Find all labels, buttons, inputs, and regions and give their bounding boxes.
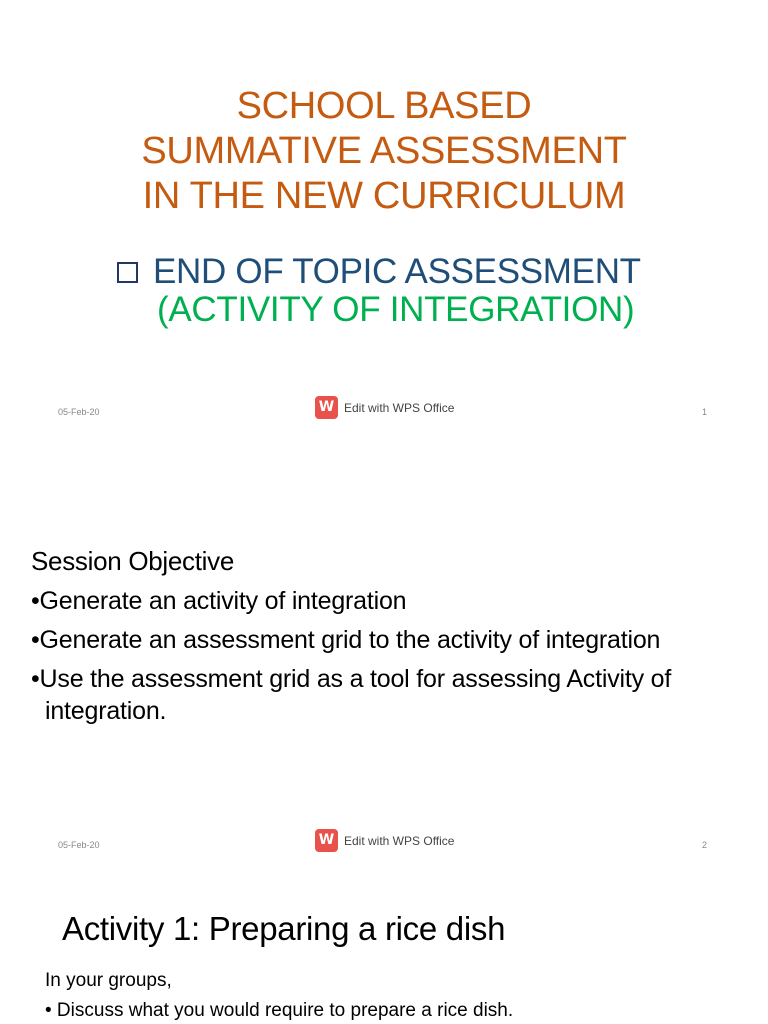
wps-edit-link[interactable] [315,396,454,419]
subtitle-end-of-topic: END OF TOPIC ASSESSMENT [153,252,641,291]
slide-1 [0,0,768,433]
page-number: 2 [702,840,708,850]
main-title [0,84,768,219]
page-number: 1 [702,407,708,417]
objective-list [31,585,731,727]
objective-item: •Generate an assessment grid to the activity of integration [31,626,661,654]
slide-3 [0,866,768,1024]
activity-title: Activity 1: Preparing a rice dish [62,910,506,947]
objective-item: •Generate an activity of integration [31,587,407,615]
main-title-line-3: IN THE NEW CURRICULUM [142,175,626,217]
wps-logo-icon: W [315,396,338,419]
subtitle-activity-of-integration: (ACTIVITY OF INTEGRATION) [157,290,635,329]
objective-item: •Use the assessment grid as a tool for assessing Activity of [31,665,672,693]
footer-date: 05-Feb-20 [58,407,100,417]
activity-intro: In your groups, [45,970,172,991]
wps-edit-link[interactable] [315,829,454,852]
checkbox-bullet-icon [117,262,139,284]
activity-bullet: • Discuss what you would require to prepare a rice dish. [45,1000,514,1021]
main-title-line-2: SUMMATIVE ASSESSMENT [141,130,627,172]
session-objective-heading: Session Objective [31,546,235,576]
objective-item-continuation: integration. [45,697,167,725]
bullet-row [117,252,641,292]
main-title-line-1: SCHOOL BASED [236,85,532,127]
footer-date: 05-Feb-20 [58,840,100,850]
wps-logo-icon: W [315,829,338,852]
wps-edit-label: Edit with WPS Office [344,833,455,848]
wps-edit-label: Edit with WPS Office [344,400,455,415]
slide-2 [0,433,768,866]
